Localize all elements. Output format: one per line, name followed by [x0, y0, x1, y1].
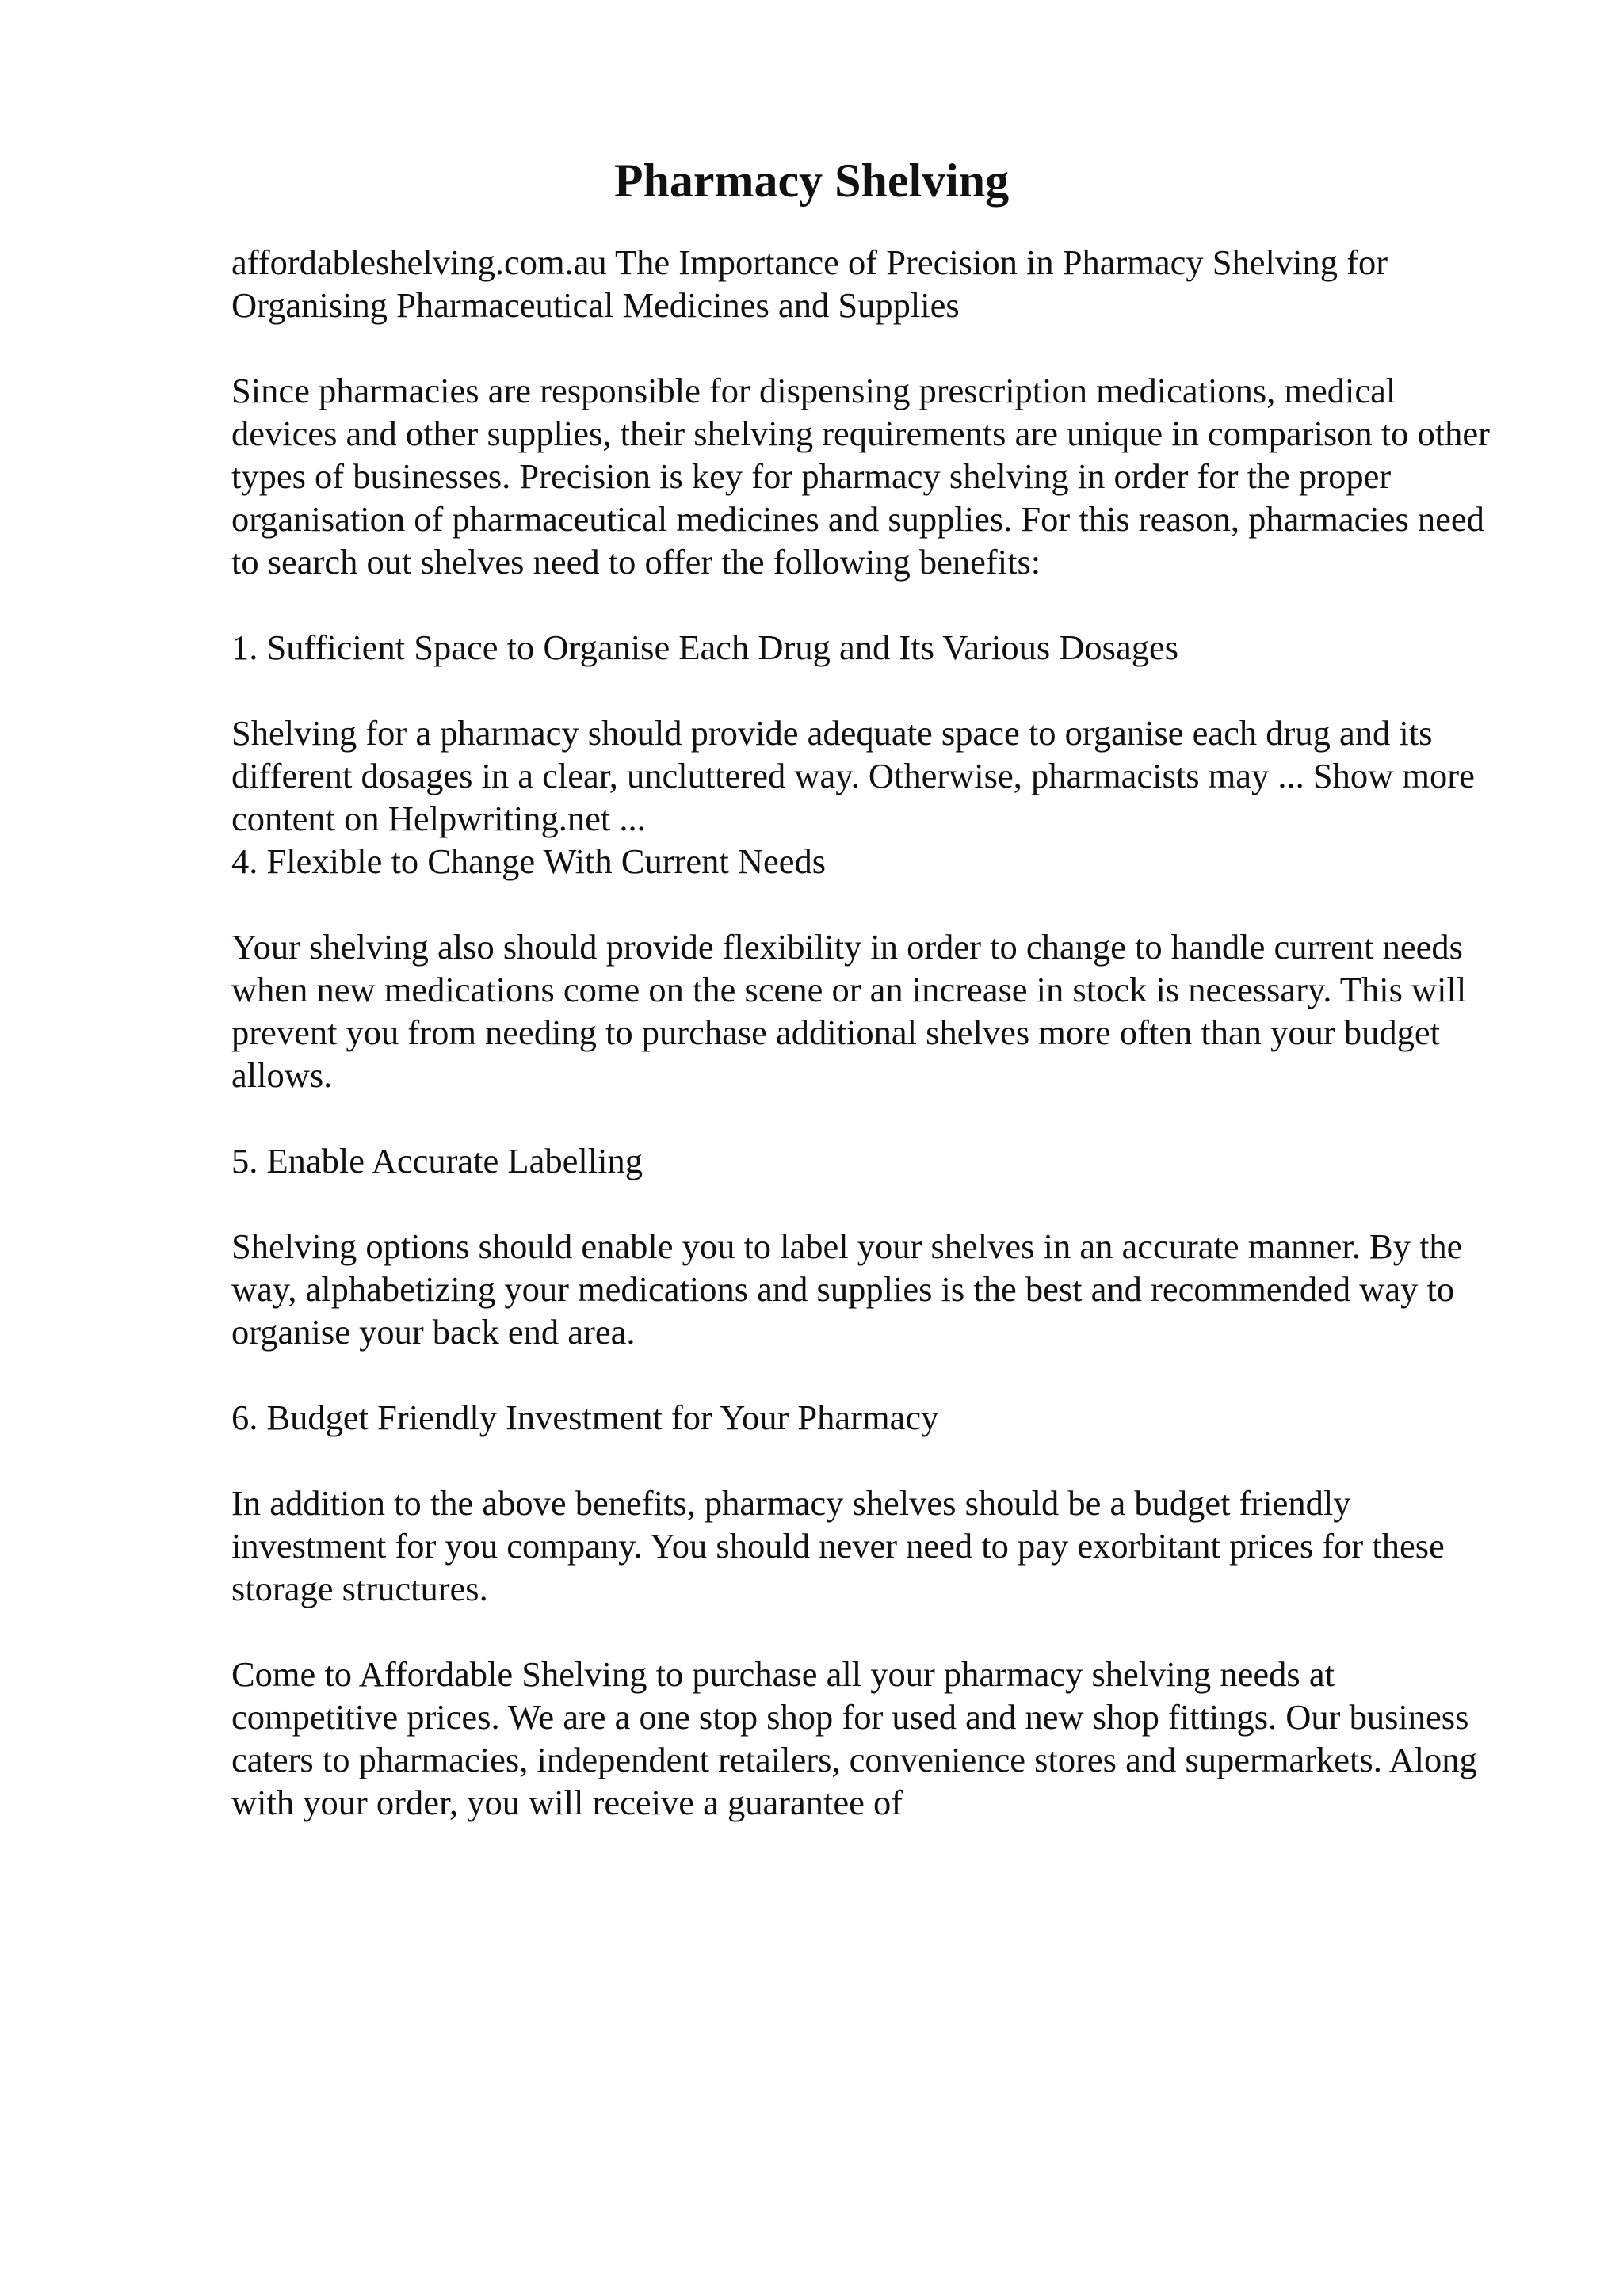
spacer	[231, 883, 1499, 925]
paragraph-adequate-space: Shelving for a pharmacy should provide adequate space to organise each drug and its different dosages in a clear, uncluttered way. Otherwise, pharmacists may ... Show more content on Helpwriting.net ...	[231, 713, 1475, 838]
paragraph-labelling: Shelving options should enable you to label your shelves in an accurate manner. By the way, alphabetizing your medications and supplies is the best and recommended way to organise your back end area.	[231, 1226, 1463, 1352]
heading-sufficient-space: 1. Sufficient Space to Organise Each Drug and Its Various Dosages	[231, 627, 1179, 667]
spacer	[231, 1097, 1499, 1139]
paragraph-flexibility: Your shelving also should provide flexibility in order to change to handle current needs when new medications come on the scene or an increase in stock is necessary. This will prevent you from needing to purchase additional shelves more often than your budget allows.	[231, 927, 1467, 1095]
spacer	[231, 1610, 1499, 1653]
intro-paragraph: affordableshelving.com.au The Importance of Precision in Pharmacy Shelving for Organising Pharmaceutical Medicines and Supplies	[231, 242, 1388, 325]
spacer	[231, 1182, 1499, 1225]
heading-flexible: 4. Flexible to Change With Current Needs	[231, 841, 827, 881]
spacer	[231, 326, 1499, 369]
spacer	[231, 669, 1499, 711]
heading-labelling: 5. Enable Accurate Labelling	[231, 1141, 643, 1180]
spacer	[231, 583, 1499, 626]
paragraph-affordable-shelving: Come to Affordable Shelving to purchase all your pharmacy shelving needs at competitive prices. We are a one stop shop for used and new shop fittings. Our business caters to pharmacies, independent retailers, convenience stores and supermarkets. Along with your order, you will receive a guarantee of	[231, 1654, 1477, 1822]
spacer	[231, 1353, 1499, 1396]
heading-budget: 6. Budget Friendly Investment for Your Pharmacy	[231, 1398, 939, 1437]
paragraph-budget: In addition to the above benefits, pharmacy shelves should be a budget friendly investment for you company. You should never need to pay exorbitant prices for these storage structures.	[231, 1483, 1445, 1608]
document-title: Pharmacy Shelving	[613, 154, 1010, 207]
document-body	[231, 241, 1499, 1824]
paragraph-requirements: Since pharmacies are responsible for dispensing prescription medications, medical devices and other supplies, their shelving requirements are unique in comparison to other types of businesses. Precision is key for pharmacy shelving in order for the proper organisation of pharmaceutical medicines and supplies. For this reason, pharmacies need to search out shelves need to offer the following benefits:	[231, 371, 1490, 582]
spacer	[231, 1439, 1499, 1482]
